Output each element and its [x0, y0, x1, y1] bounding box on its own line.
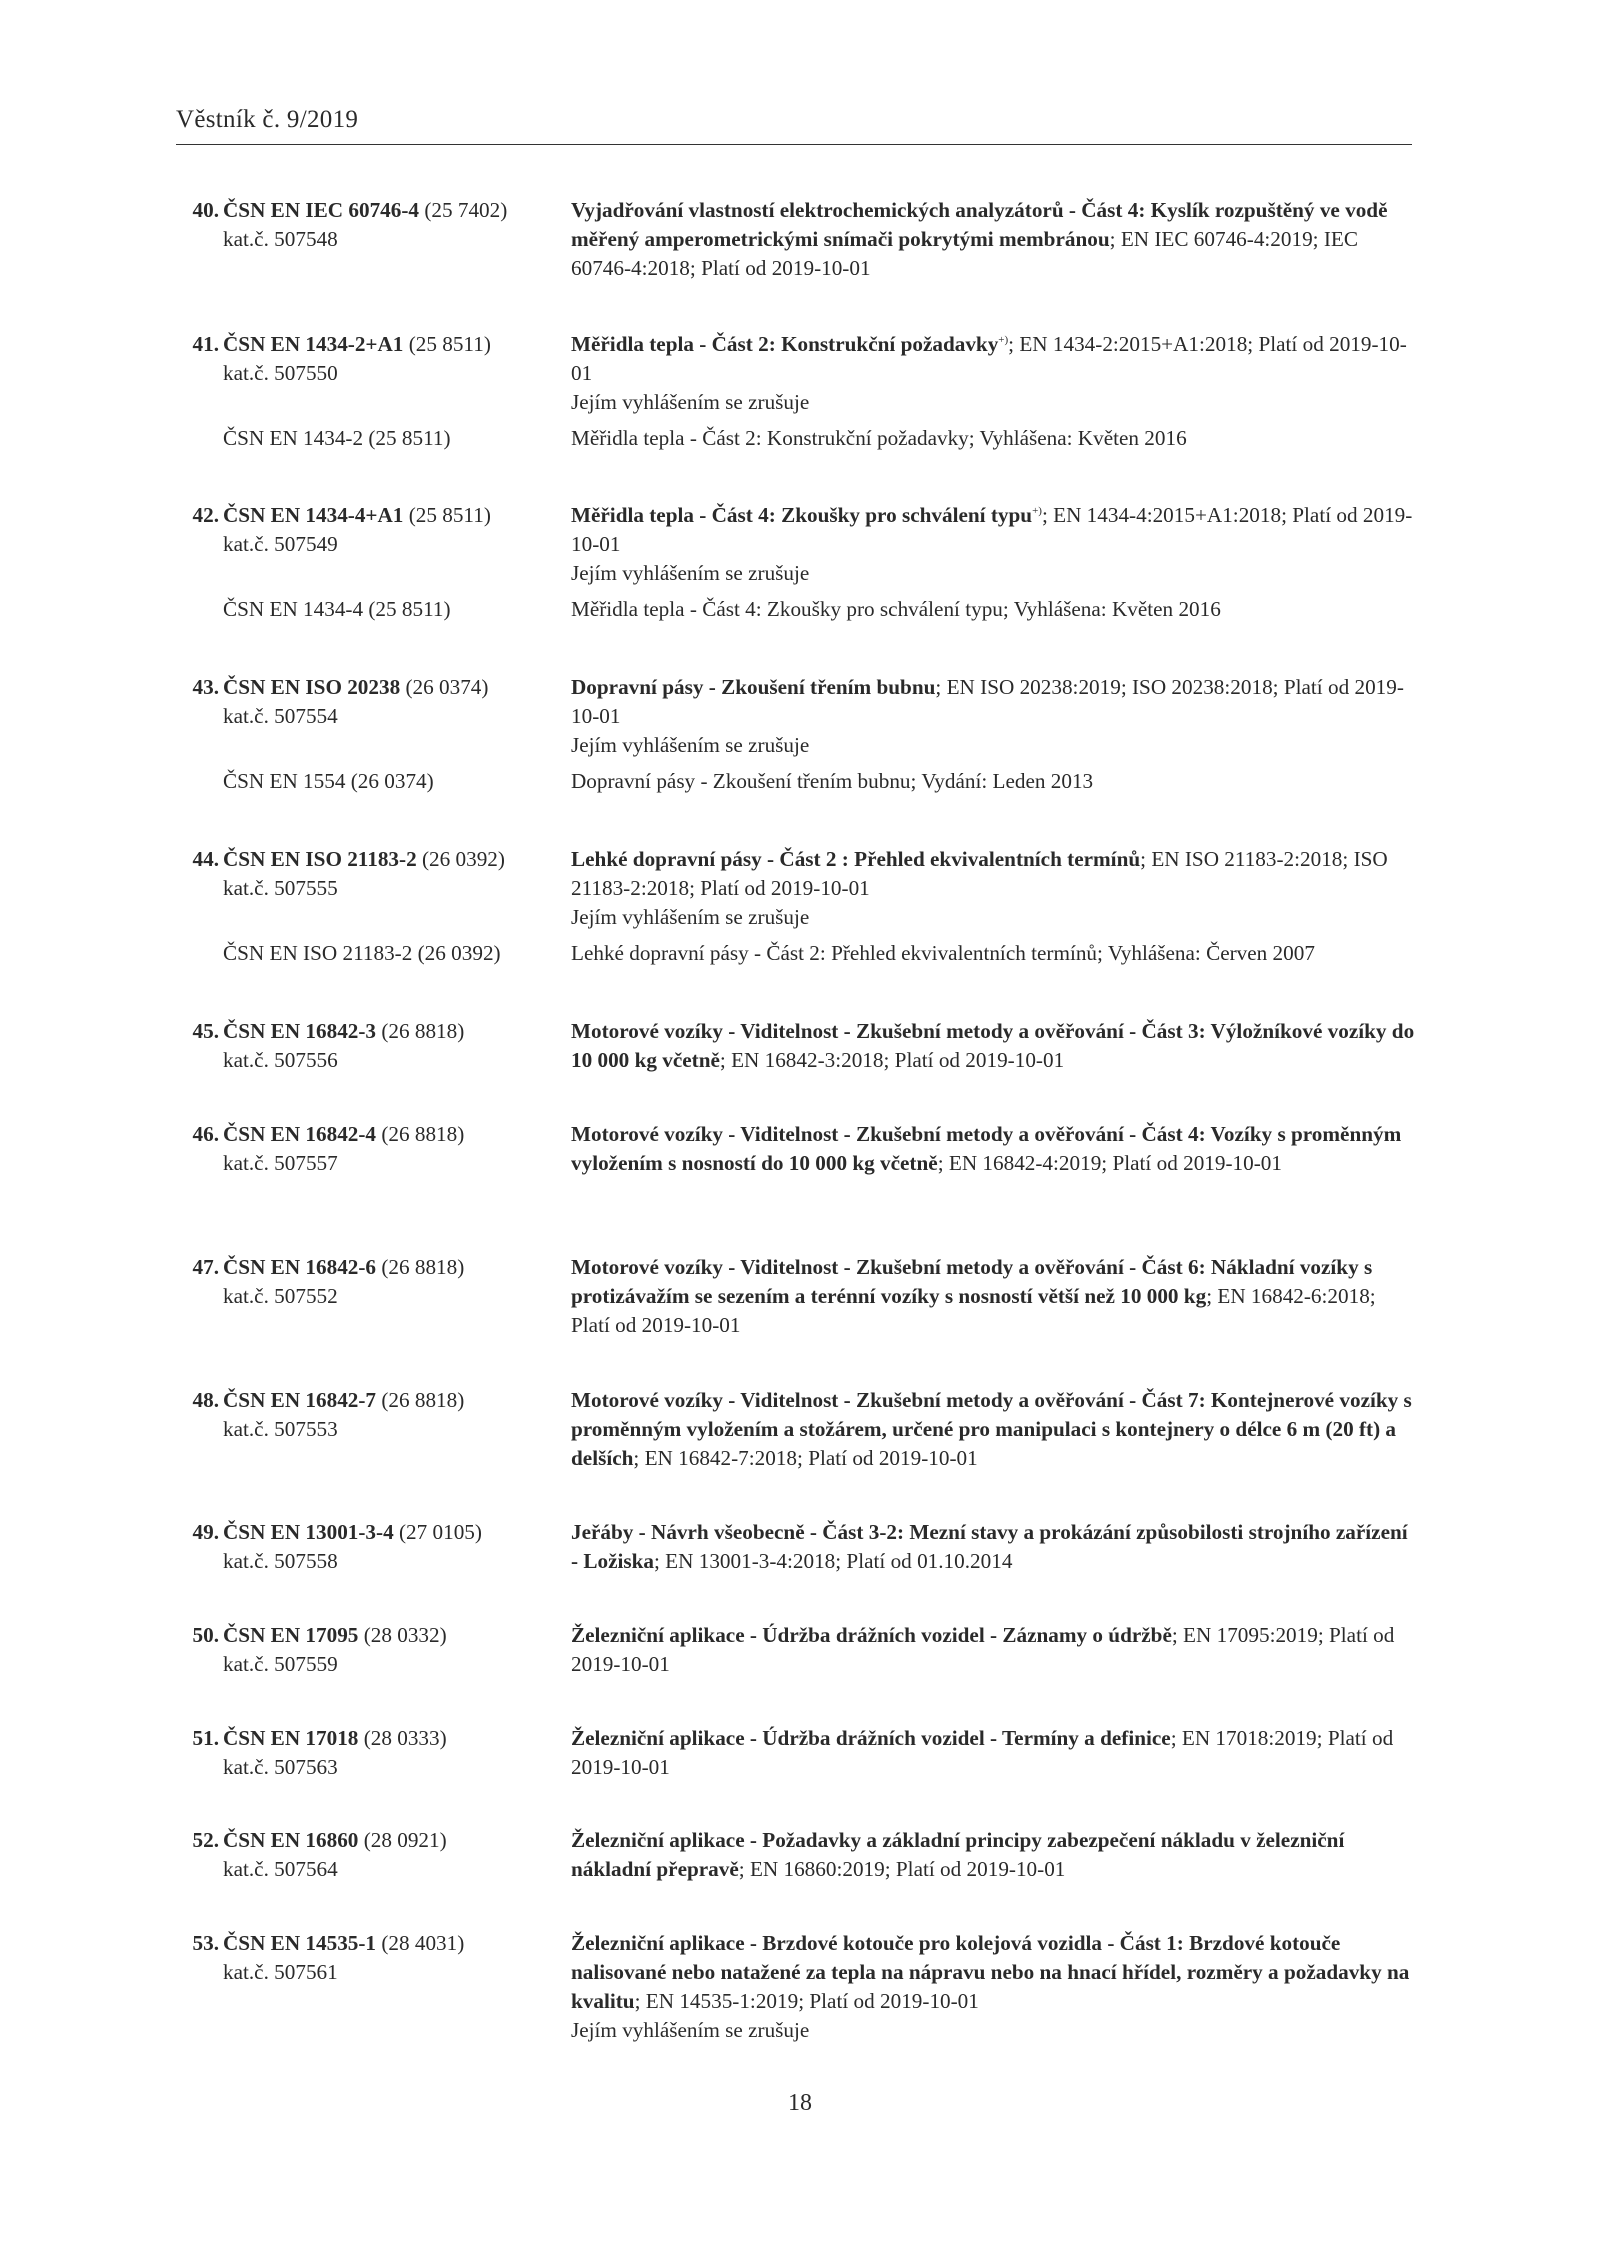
entry-identifier [176, 1826, 566, 1884]
entry-identifier [176, 673, 566, 731]
standard-details: ; EN 17018:2019; Platí od 2019-10-01 [571, 1726, 1394, 1779]
classification-code: (26 8818) [381, 1122, 465, 1146]
entry-number: 47. [192, 1255, 219, 1279]
catalog-number: kat.č. 507549 [223, 532, 338, 556]
entry-number: 49. [192, 1520, 219, 1544]
standard-details: ; EN 16842-6:2018; Platí od 2019-10-01 [571, 1284, 1376, 1337]
catalog-number: kat.č. 507559 [223, 1652, 338, 1676]
entry-number: 51. [192, 1726, 219, 1750]
entry-identifier [176, 1929, 566, 1987]
standard-title: Měřidla tepla - Část 4: Zkoušky pro schválení typu [571, 503, 1033, 527]
standard-code: ČSN EN 16842-4 [223, 1122, 377, 1146]
catalog-number: kat.č. 507557 [223, 1151, 338, 1175]
standard-details: ; EN 1434-4:2015+A1:2018; Platí od 2019-10-01 [571, 503, 1413, 556]
standard-title: Lehké dopravní pásy - Část 2 : Přehled ekvivalentních termínů [571, 847, 1141, 871]
standard-details: ; EN ISO 20238:2019; ISO 20238:2018; Platí od 2019-10-01 [571, 675, 1404, 728]
entry-number: 42. [192, 503, 219, 527]
repealed-standard-code: ČSN EN 1434-4 (25 8511) [223, 597, 451, 621]
repeal-note: Jejím vyhlášením se zrušuje [571, 561, 810, 585]
standard-code: ČSN EN IEC 60746-4 [223, 198, 420, 222]
standard-details: ; EN 16860:2019; Platí od 2019-10-01 [738, 1857, 1066, 1881]
standard-details: ; EN 13001-3-4:2018; Platí od 01.10.2014 [654, 1549, 1013, 1573]
entry-number: 40. [192, 198, 219, 222]
catalog-number: kat.č. 507552 [223, 1284, 338, 1308]
entry-number: 41. [192, 332, 219, 356]
classification-code: (27 0105) [398, 1520, 482, 1544]
entry-description [571, 1518, 1416, 1576]
repealed-standard-title: Měřidla tepla - Část 4: Zkoušky pro schválení typu; Vyhlášena: Květen 2016 [571, 597, 1221, 621]
repeal-note: Jejím vyhlášením se zrušuje [571, 2018, 810, 2042]
entry-description [571, 1386, 1416, 1473]
entry-number: 50. [192, 1623, 219, 1647]
classification-code: (26 8818) [381, 1019, 465, 1043]
repeal-note: Jejím vyhlášením se zrušuje [571, 390, 810, 414]
catalog-number: kat.č. 507561 [223, 1960, 338, 1984]
standard-code: ČSN EN 1434-4+A1 [223, 503, 404, 527]
repealed-standard [0, 595, 1600, 624]
catalog-number: kat.č. 507556 [223, 1048, 338, 1072]
standard-code: ČSN EN 16842-6 [223, 1255, 377, 1279]
standard-title: Měřidla tepla - Část 2: Konstrukční požadavky [571, 332, 999, 356]
page-number: 18 [788, 2090, 812, 2116]
journal-title: Věstník č. 9/2019 [176, 106, 359, 133]
standard-code: ČSN EN 14535-1 [223, 1931, 377, 1955]
standard-title: Železniční aplikace - Údržba drážních vozidel - Termíny a definice [571, 1726, 1171, 1750]
standard-details: ; EN 1434-2:2015+A1:2018; Platí od 2019-10-01 [571, 332, 1407, 385]
entry-number: 52. [192, 1828, 219, 1852]
repealed-standard-title: Dopravní pásy - Zkoušení třením bubnu; Vydání: Leden 2013 [571, 769, 1094, 793]
entry-identifier [176, 196, 566, 254]
catalog-number: kat.č. 507548 [223, 227, 338, 251]
entry-identifier [176, 1386, 566, 1444]
entry-description [571, 501, 1416, 588]
entry-identifier [176, 1017, 566, 1075]
standard-code: ČSN EN 17095 [223, 1623, 359, 1647]
standard-details: ; EN ISO 21183-2:2018; ISO 21183-2:2018; Platí od 2019-10-01 [571, 847, 1388, 900]
entry-identifier [176, 501, 566, 559]
standard-code: ČSN EN 16842-3 [223, 1019, 377, 1043]
standard-title: Železniční aplikace - Údržba drážních vozidel - Záznamy o údržbě [571, 1623, 1172, 1647]
catalog-number: kat.č. 507554 [223, 704, 338, 728]
classification-code: (28 0921) [363, 1828, 447, 1852]
footnote-mark: +) [1032, 504, 1042, 517]
repealed-standard-code: ČSN EN 1434-2 (25 8511) [223, 426, 451, 450]
catalog-number: kat.č. 507563 [223, 1755, 338, 1779]
entry-identifier [176, 1724, 566, 1782]
standard-details: ; EN 14535-1:2019; Platí od 2019-10-01 [634, 1989, 979, 2013]
classification-code: (28 0333) [363, 1726, 447, 1750]
standard-code: ČSN EN 16842-7 [223, 1388, 377, 1412]
entry-description [571, 673, 1416, 760]
entry-number: 44. [192, 847, 219, 871]
entry-identifier [176, 845, 566, 903]
classification-code: (28 0332) [363, 1623, 447, 1647]
standard-title: Vyjadřování vlastností elektrochemických analyzátorů - Část 4: Kyslík rozpuštěný ve vodě měřený amperometrickými snímači pokrytými membránou [571, 198, 1388, 251]
entry-description [571, 1017, 1416, 1075]
repealed-standard-title: Měřidla tepla - Část 2: Konstrukční požadavky; Vyhlášena: Květen 2016 [571, 426, 1187, 450]
repealed-standard [0, 424, 1600, 453]
standard-details: ; EN IEC 60746-4:2019; IEC 60746-4:2018; Platí od 2019-10-01 [571, 227, 1358, 280]
standard-title: Motorové vozíky - Viditelnost - Zkušební metody a ověřování - Část 4: Vozíky s proměnným vyložením s nosností do 10 000 kg včetně [571, 1122, 1402, 1175]
catalog-number: kat.č. 507553 [223, 1417, 338, 1441]
repealed-standard [0, 767, 1600, 796]
classification-code: (25 8511) [408, 332, 491, 356]
header-rule [176, 144, 1412, 145]
entry-identifier [176, 1120, 566, 1178]
classification-code: (25 7402) [424, 198, 508, 222]
standard-details: ; EN 16842-3:2018; Platí od 2019-10-01 [719, 1048, 1065, 1072]
catalog-number: kat.č. 507550 [223, 361, 338, 385]
classification-code: (26 0374) [405, 675, 489, 699]
standard-details: ; EN 16842-7:2018; Platí od 2019-10-01 [633, 1446, 978, 1470]
catalog-number: kat.č. 507555 [223, 876, 338, 900]
catalog-number: kat.č. 507564 [223, 1857, 338, 1881]
entry-number: 43. [192, 675, 219, 699]
entry-description [571, 1120, 1416, 1178]
standard-title: Motorové vozíky - Viditelnost - Zkušební metody a ověřování - Část 6: Nákladní vozíky s protizávažím se sezením a terénní vozíky s nosností větší než 10 000 kg [571, 1255, 1373, 1308]
classification-code: (28 4031) [381, 1931, 465, 1955]
entry-identifier [176, 1253, 566, 1311]
catalog-number: kat.č. 507558 [223, 1549, 338, 1573]
entry-description [571, 1724, 1416, 1782]
standard-code: ČSN EN 17018 [223, 1726, 359, 1750]
standard-title: Jeřáby - Návrh všeobecně - Část 3-2: Mezní stavy a prokázání způsobilosti strojního zařízení - Ložiska [571, 1520, 1408, 1573]
repealed-standard-title: Lehké dopravní pásy - Část 2: Přehled ekvivalentních termínů; Vyhlášena: Červen 2007 [571, 941, 1315, 965]
footnote-mark: +) [998, 333, 1009, 346]
standard-code: ČSN EN ISO 21183-2 [223, 847, 417, 871]
standard-title: Motorové vozíky - Viditelnost - Zkušební metody a ověřování - Část 3: Výložníkové vozíky do 10 000 kg včetně [571, 1019, 1415, 1072]
entry-identifier [176, 1518, 566, 1576]
entry-description [571, 330, 1416, 417]
standard-code: ČSN EN ISO 20238 [223, 675, 401, 699]
entry-description [571, 1826, 1416, 1884]
entry-identifier [176, 1621, 566, 1679]
repeal-note: Jejím vyhlášením se zrušuje [571, 733, 810, 757]
entry-identifier [176, 330, 566, 388]
classification-code: (25 8511) [408, 503, 491, 527]
standard-details: ; EN 16842-4:2019; Platí od 2019-10-01 [937, 1151, 1282, 1175]
standard-code: ČSN EN 1434-2+A1 [223, 332, 404, 356]
entry-number: 53. [192, 1931, 219, 1955]
entry-number: 46. [192, 1122, 219, 1146]
standard-code: ČSN EN 16860 [223, 1828, 359, 1852]
standard-code: ČSN EN 13001-3-4 [223, 1520, 394, 1544]
entry-number: 45. [192, 1019, 219, 1043]
entry-number: 48. [192, 1388, 219, 1412]
standard-title: Dopravní pásy - Zkoušení třením bubnu [571, 675, 936, 699]
entry-description [571, 1253, 1416, 1340]
classification-code: (26 8818) [381, 1255, 465, 1279]
classification-code: (26 8818) [381, 1388, 465, 1412]
standard-title: Železniční aplikace - Brzdové kotouče pro kolejová vozidla - Část 1: Brzdové kotouče nalisované nebo natažené za tepla na nápravu nebo na hnací hřídel, rozměry a požadavky na kvalitu [571, 1931, 1410, 2013]
repeal-note: Jejím vyhlášením se zrušuje [571, 905, 810, 929]
entry-description [571, 196, 1416, 283]
repealed-standard [0, 939, 1600, 968]
classification-code: (26 0392) [421, 847, 505, 871]
standard-details: ; EN 17095:2019; Platí od 2019-10-01 [571, 1623, 1395, 1676]
entry-description [571, 1929, 1416, 2045]
repealed-standard-code: ČSN EN 1554 (26 0374) [223, 769, 434, 793]
standard-title: Motorové vozíky - Viditelnost - Zkušební metody a ověřování - Část 7: Kontejnerové vozíky s proměnným vyložením a stožárem, určené pro manipulaci s kontejnery o délce 6 m (20 ft) a delších [571, 1388, 1412, 1470]
entry-description [571, 845, 1416, 932]
standard-title: Železniční aplikace - Požadavky a základní principy zabezpečení nákladu v železniční nákladní přepravě [571, 1828, 1345, 1881]
entry-description [571, 1621, 1416, 1679]
repealed-standard-code: ČSN EN ISO 21183-2 (26 0392) [223, 941, 501, 965]
